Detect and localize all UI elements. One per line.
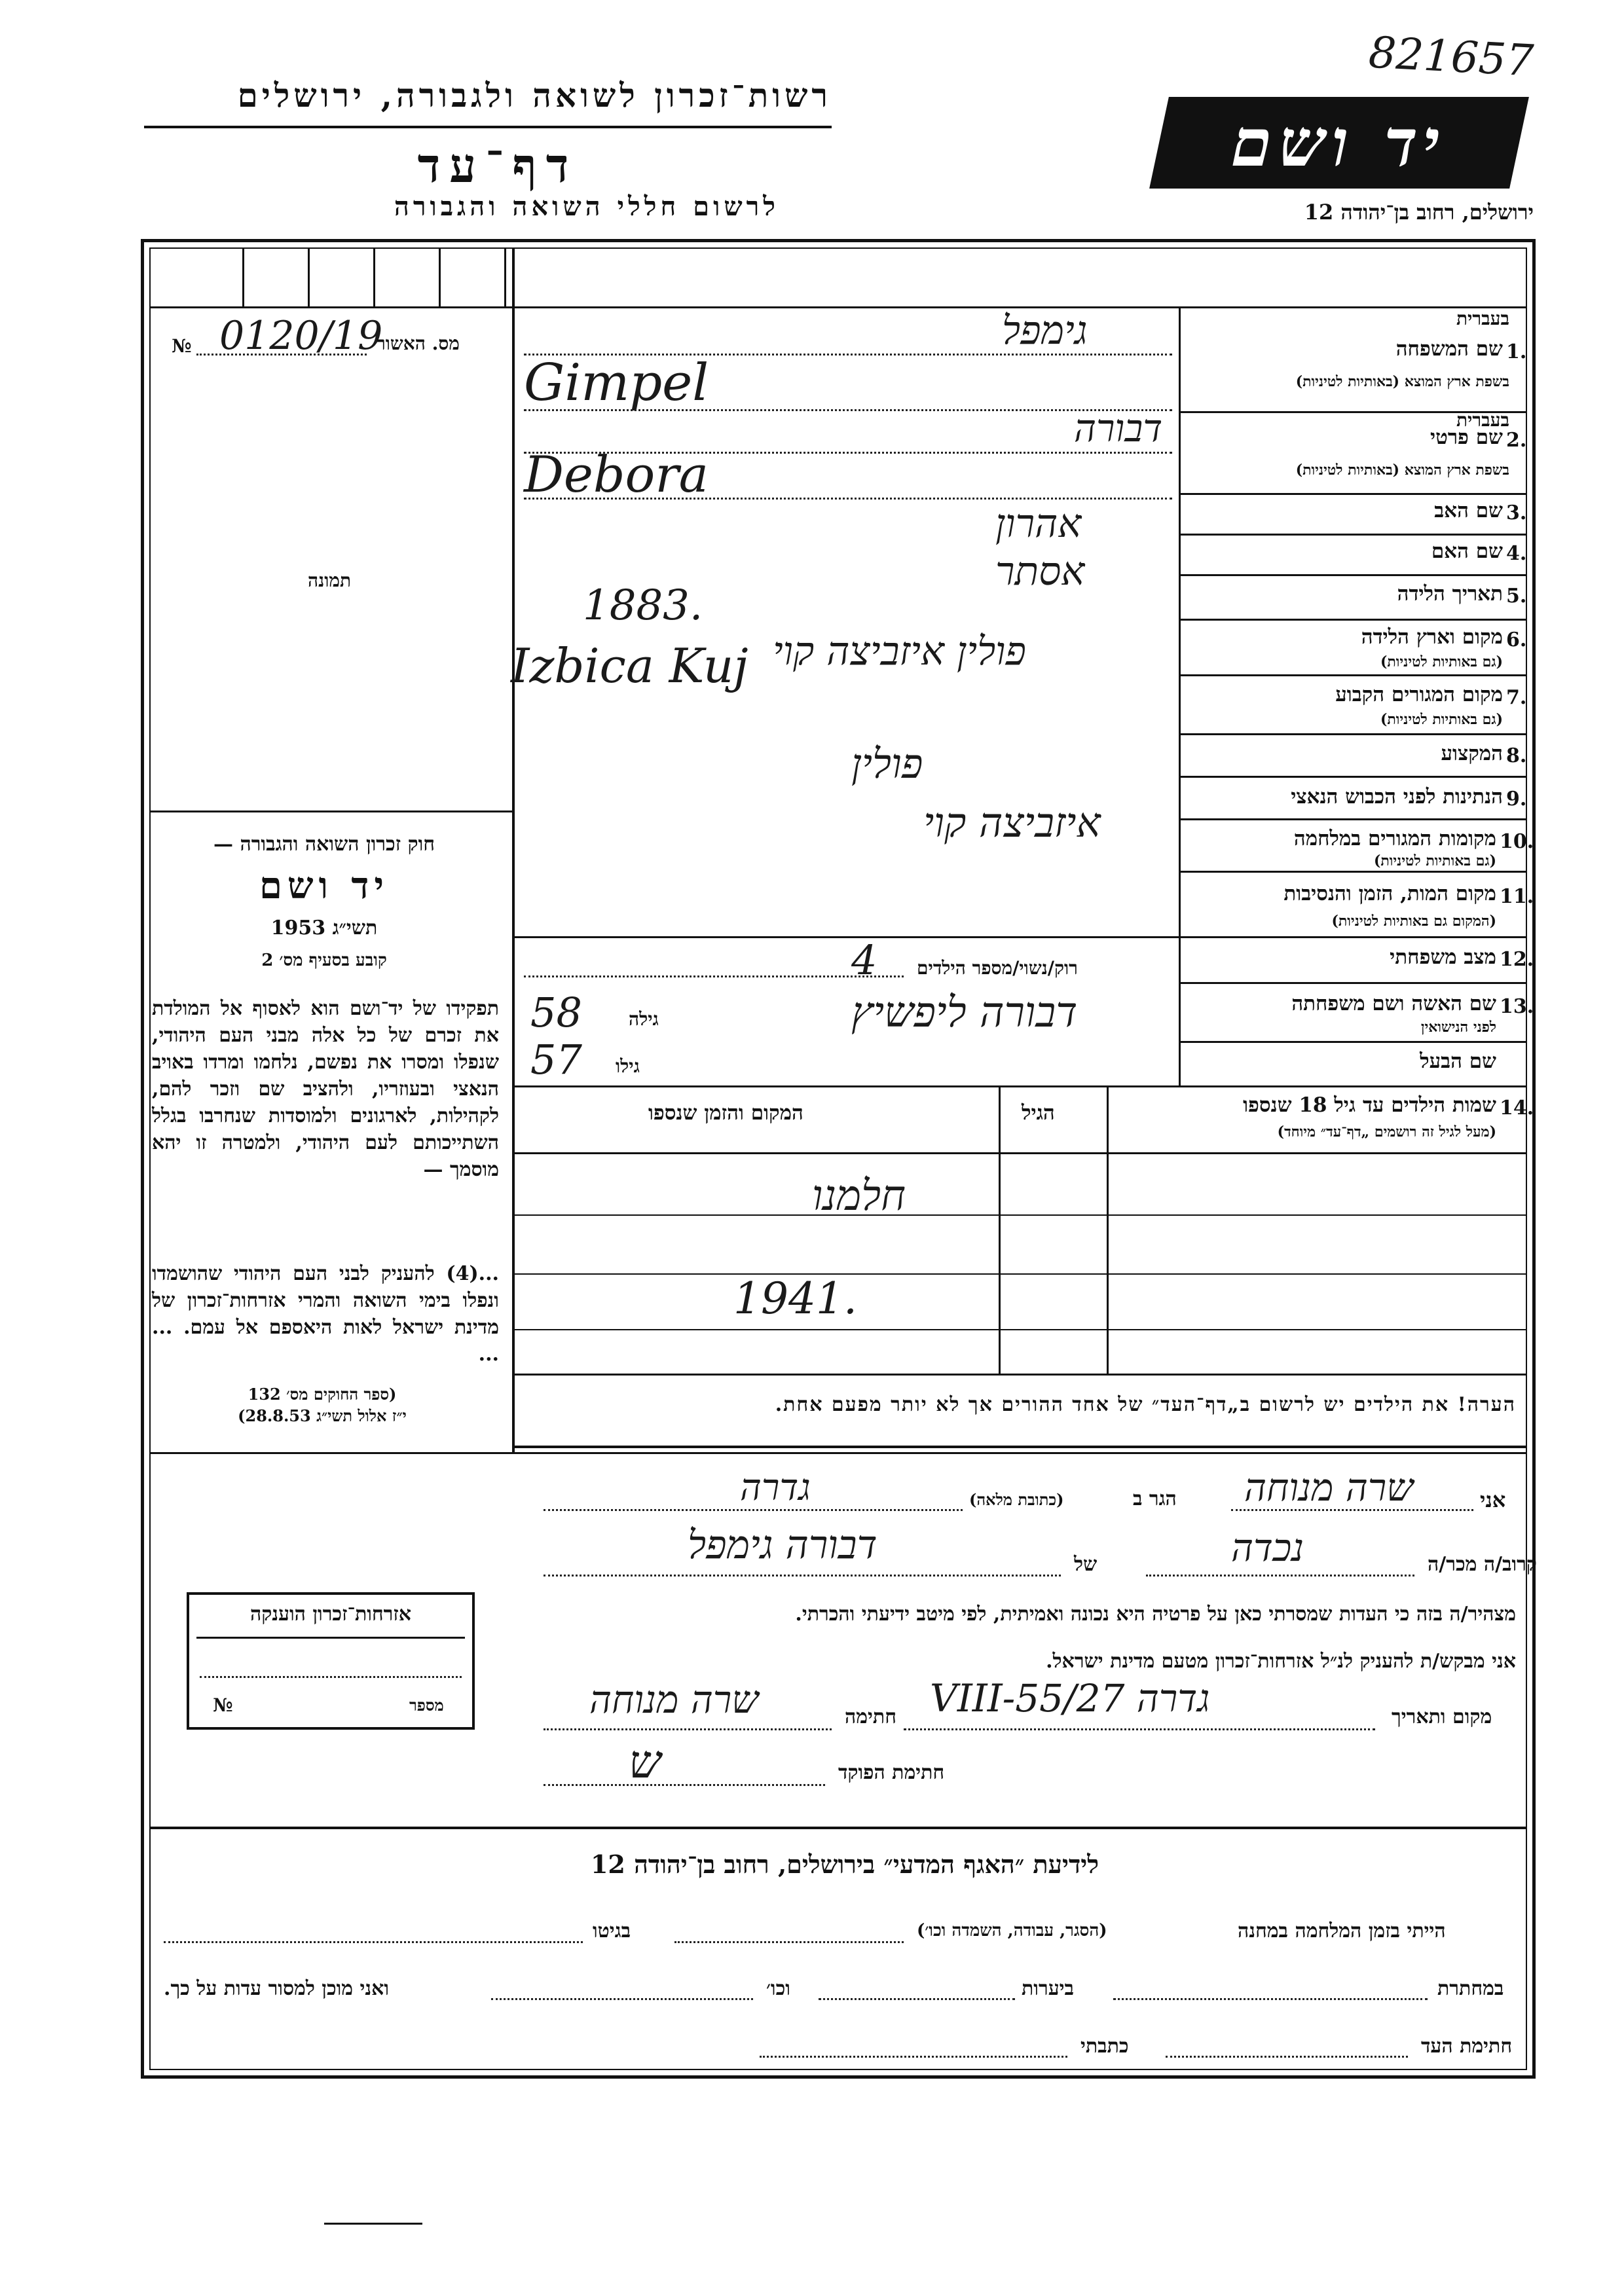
field-2-label: שם פרטי [1430,426,1503,449]
left-column-divider [512,247,515,1452]
her-age: 58 [530,989,582,1036]
science-l3-b: כתבתי [1080,2035,1129,2058]
relation-label: קרוב/ה מכר/ה [1428,1553,1537,1576]
firstname-latin: Debora [524,445,709,503]
science-l1-dots-b [164,1941,583,1943]
law-top-rule [149,811,513,812]
birth-date: 1883. [583,581,703,630]
law-clause: קובע בסעיף מס׳ 2 [261,951,387,970]
field-6-label: מקום וארץ הלידה [1361,625,1503,649]
children-dots [524,975,904,977]
law-logo: יד ושם [259,864,390,907]
field-9-label: הנתינות לפני הכבוש הנאצי [1291,785,1503,809]
citizenship-dots [200,1676,462,1678]
field-4-num: 4. [1506,542,1527,565]
note-bottom [515,1446,1527,1448]
science-l1-a: הייתי בזמן המלחמה במחנה [1238,1920,1446,1942]
science-l3-a: חתימת העד [1421,2035,1513,2058]
row-sep [1181,574,1527,576]
field-5-num: 5. [1506,585,1527,608]
field-4-label: שם האם [1431,539,1503,563]
row-sep [1181,733,1527,735]
citizenship-number-label: מספר [409,1696,444,1715]
children-count: 4 [851,936,877,984]
header-address: ירושלים, רחוב בן־יהודה 12 [1304,200,1534,225]
field-7-label: מקום המגורים הקבוע [1335,683,1503,706]
strip-div [504,247,506,306]
strip-div [242,247,244,306]
firstname-hebrew: דבורה [1074,406,1163,450]
approval-label: מס. האשור [377,333,460,354]
field-13-sub: לפני הנישואין [1420,1019,1496,1036]
law-text-2: ...(4) להעניק לבני העם היהודי שהושמדו ונפלו בימי השואה והמרי אזרחות־זכרון של מדינת ישראל לאות היאספם אל עמם. ... ... [152,1262,499,1366]
surname-latin: Gimpel [524,354,709,412]
children-title: שמות הילדים עד גיל 18 שנספו [1243,1093,1496,1117]
field-7-sub: (גם באותיות לטיניות) [1380,711,1503,728]
marital-label: רוק/נשוי/מספר הילדים [917,957,1078,979]
col-age: הגיל [1022,1101,1055,1125]
resides-label: הגר ב [1133,1487,1177,1510]
header-underline [144,126,832,128]
children-header-bottom [515,1152,1527,1154]
row-sep [1181,674,1527,676]
field-12-num: 12. [1500,948,1534,971]
field-2-sub-origin: בשפת ארץ המוצא (באותיות לטיניות) [1295,462,1509,479]
field-12-label: מצב משפחתי [1390,945,1496,969]
children-bottom [515,1374,1527,1376]
death-place: חלמנו [812,1172,906,1220]
row-sep [1181,982,1527,984]
officer-label: חתימת הפוקד [838,1761,945,1784]
science-title: לידיעת ״האגף המדעי״ בירושלים, רחוב בן־יהודה 12 [590,1850,1099,1879]
place-date-dots [904,1728,1375,1730]
yad-vashem-logo [1149,97,1529,189]
surname-hebrew: גימפל [1002,308,1088,354]
her-age-label: גילה [629,1008,659,1030]
relation-value: נכדה [1231,1525,1304,1570]
strip-div [308,247,310,306]
children-row [515,1329,1527,1330]
signature-label: חתימה [845,1705,896,1728]
science-l2-d: ואני מוכן למסור עדות על כך. [164,1977,390,2000]
place-date-value: גדרה 27/VIII-55 [930,1676,1210,1721]
husband-label: שם הבעל [1420,1049,1496,1073]
signature-value: שרה מנוחה [589,1677,759,1722]
science-l3-dots-b [760,2056,1067,2058]
request: אני מבקש/ת להעניק לנ״ל אזרחות־זכרון מטעם מדינת ישראל. [1046,1650,1516,1673]
field-9-num: 9. [1506,788,1527,811]
science-l2-a: במחתרת [1437,1977,1504,2000]
citizenship-no: № [213,1694,233,1716]
field-6-num: 6. [1506,629,1527,651]
row-sep [1181,1041,1527,1043]
his-age-label: גילו [616,1055,640,1077]
field-2-num: 2. [1506,429,1527,452]
law-source-1: (ספר החוקים מס׳ 132 [248,1385,397,1404]
field-3-label: שם האב [1434,499,1503,522]
science-l2-dots-c [491,1998,753,2000]
note-text: הערה! את הילדים יש לרשום ב„דף־העד״ של אחד ההורים אך לא יותר מפעם אחת. [775,1393,1516,1416]
birthplace-hebrew: פולין איזביצה קוי [773,629,1026,674]
address-dots [544,1509,963,1511]
photo-label: תמונה [308,570,352,591]
of-value: דבורה גימפל [688,1522,877,1568]
field-3-num: 3. [1506,501,1527,524]
strip-div [373,247,375,306]
citizenship-title-rule [196,1637,465,1639]
science-l1-hint: (הסגר, עבודה, השמדה וכו׳) [917,1921,1107,1941]
field-8-label: המקצוע [1441,742,1503,765]
row-sep [1181,818,1527,820]
officer-signature: ש [629,1735,661,1789]
row-sep [1181,936,1527,938]
law-text-1: תפקידו של יד־ושם הוא לאסוף אל המולדת את זכרם של כל אלה מבני העם היהודי, שנפלו ומסרו את נפשם, נלחמו ומרדו באויב הנאצי ובעוזריו, ולהציב שם וזכר להם, לקהילות, לארגונים ולמוסדות שנחרבו בגלל השתייכותם לעם היהודי, ולמטרה זו יהא מוסמך — [152,997,499,1181]
wife-name: דבורה ליפשיץ [851,989,1078,1037]
citizenship-title: אזרחות־זכרון הוענקה [249,1603,412,1626]
children-col-a [999,1085,1001,1374]
archive-number: 821657 [1367,27,1535,86]
field-13-label: שם האשה ושם משפחתה [1291,992,1496,1015]
science-l2-dots-b [819,1998,1015,2000]
field-10-num: 10. [1500,830,1534,853]
field-7-num: 7. [1506,686,1527,709]
children-col-b [1107,1085,1109,1374]
relation-dots [1146,1575,1414,1576]
law-source-2: י״ז אלול תשי״ג 28.8.53) [238,1406,407,1425]
statement: מצהיר/ה בזה כי העדות שמסרתי כאן על פרטיה היא נכונה ואמיתית, לפי מיטב ידיעתי והכרתי. [795,1603,1516,1626]
law-title: חוק זכרון השואה והגבורה — [213,833,435,856]
row-sep [1181,534,1527,536]
father-name: אהרון [995,501,1082,547]
form-purpose: לרשום חללי השואה והגבורה [394,191,779,222]
children-row [515,1214,1527,1216]
science-top [149,1827,1527,1829]
field-1-num: 1. [1506,340,1527,363]
field-13-num: 13. [1500,995,1534,1018]
row-sep [1181,619,1527,621]
logo-text: יד ושם [1223,104,1455,181]
firstname-latin-rule [524,498,1172,500]
field-1-label: שם המשפחה [1395,337,1503,361]
of-dots [544,1575,1061,1576]
science-l3-dots-a [1166,2056,1408,2058]
declarant-dots [1231,1509,1473,1511]
of-label: של [1074,1553,1098,1576]
death-year: 1941. [733,1273,857,1324]
address-value: גדרה [740,1467,811,1509]
field-11-label: מקום המות, הזמן והנסיבות [1283,882,1496,905]
science-l1-b: בגיטו [593,1920,631,1942]
decl-i-label: אני [1480,1487,1506,1512]
children-top [515,1085,1527,1087]
field-11-num: 11. [1500,885,1534,908]
mother-name: אסתר [995,549,1085,594]
field-1-sub-origin: בשפת ארץ המוצא (באותיות לטיניות) [1295,373,1509,390]
nationality: איזביצה קוי [923,799,1101,847]
row-sep [1181,871,1527,873]
fields-label-divider [1179,306,1181,1085]
field-5-label: תאריך הלידה [1397,582,1503,606]
field-8-num: 8. [1506,744,1527,767]
approval-number: 0120/19 [219,313,383,359]
strip-div [439,247,441,306]
form-name: דף־עד [417,137,578,193]
science-l1-dots-a [674,1941,904,1943]
row-sep [1181,493,1527,495]
address-hint: (כתובת מלאה) [969,1490,1064,1509]
children-num: 14. [1500,1097,1534,1120]
his-age: 57 [530,1036,582,1084]
authority-title: רשות־זכרון לשואה ולגבורה, ירושלים [237,76,832,115]
place-date-label: מקום ותאריך [1392,1705,1492,1728]
field-10-sub: (גם באותיות לטיניות) [1373,852,1496,869]
field-1-sub-heb: בעברית [1456,308,1509,329]
marital-row-top [515,936,1179,938]
birthplace-latin: Izbica Kuj [511,638,748,693]
science-l2-c: וכו׳ [766,1977,790,2000]
officer-dots [544,1784,825,1786]
signature-dots [544,1728,832,1730]
no-label: № [172,335,192,357]
row-sep [1181,776,1527,778]
children-subtitle: (מעל לגיל זה רושמים „דף־עד״ מיוחד) [1277,1123,1496,1140]
left-col-bottom [149,1452,1527,1454]
field-2-sub-heb: בעברית [1456,409,1509,431]
declarant-name: שרה מנוחה [1244,1465,1414,1510]
children-row [515,1273,1527,1275]
residence: פולין [851,740,923,788]
science-l2-b: ביערות [1022,1977,1075,2000]
field-10-label: מקומות המגורים במלחמה [1293,827,1496,850]
field-11-sub: (המקום גם באותיות לטיניות) [1331,913,1496,930]
field-6-sub: (גם באותיות לטיניות) [1380,653,1503,670]
col-place-time: המקום והזמן שנספו [648,1101,803,1125]
law-year: תשי״ג 1953 [270,917,378,939]
bottom-stray-mark [324,2223,422,2225]
science-l2-dots-a [1113,1998,1428,2000]
top-strip-bottom [149,306,1527,308]
